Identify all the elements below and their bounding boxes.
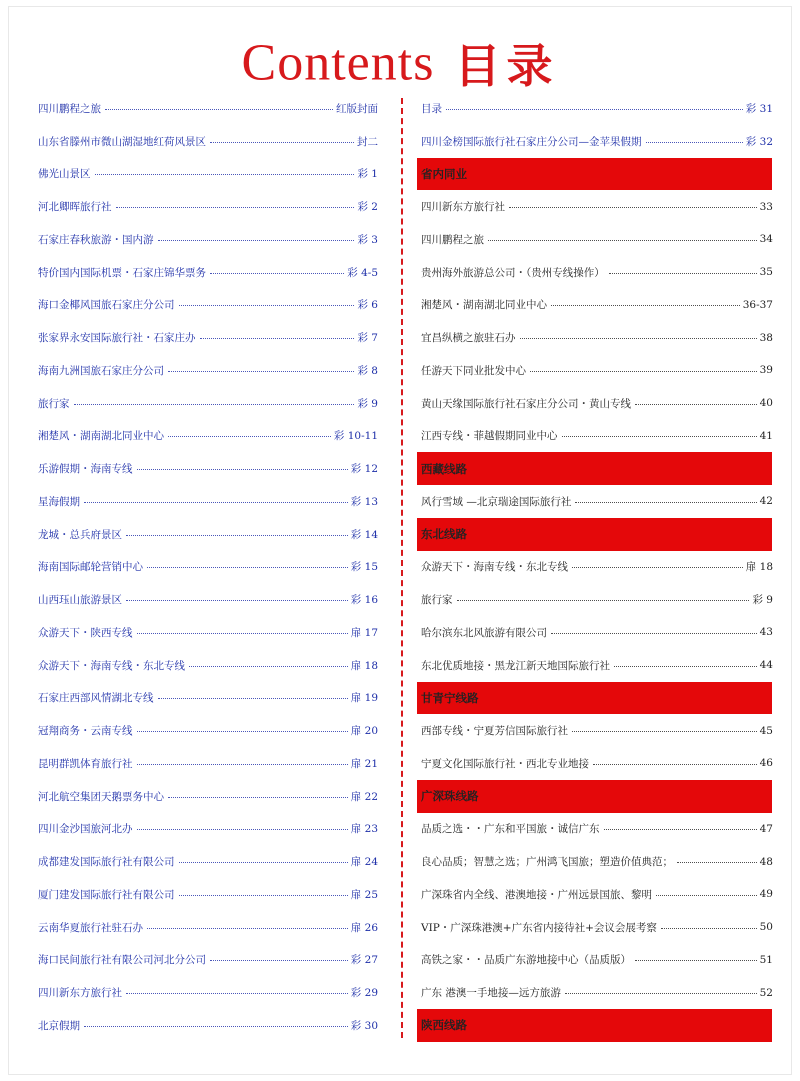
- entry-title: 冠翔商务・云南专线: [38, 725, 133, 738]
- dot-leader: [168, 797, 348, 798]
- toc-entry[interactable]: [38, 485, 378, 518]
- dot-leader: [189, 666, 348, 667]
- entry-title: 哈尔滨东北风旅游有限公司: [421, 626, 547, 639]
- entry-page: 彩 6: [357, 299, 378, 312]
- entry-page: 彩 1: [357, 168, 378, 181]
- entry-title: 任游天下同业批发中心: [421, 364, 526, 377]
- dot-leader: [179, 895, 348, 896]
- entry-title: 四川新东方旅行社: [38, 987, 122, 1000]
- dot-leader: [572, 567, 743, 568]
- toc-entry[interactable]: [421, 911, 773, 944]
- toc-entry[interactable]: [421, 485, 773, 518]
- toc-entry[interactable]: [38, 289, 378, 322]
- toc-entry[interactable]: [38, 158, 378, 191]
- dot-leader: [565, 993, 757, 994]
- entry-page: 彩 29: [350, 987, 378, 1000]
- dot-leader: [168, 436, 331, 437]
- entry-page: 封二: [357, 135, 378, 148]
- entry-title: VIP・广深珠港澳+广东省内接待社+会议会展考察: [421, 921, 657, 934]
- entry-title: 贵州海外旅游总公司・（贵州专线操作）: [421, 266, 605, 279]
- toc-entry[interactable]: [421, 125, 773, 158]
- entry-page: 51: [759, 953, 773, 966]
- entry-page: 扉 21: [350, 757, 378, 770]
- entry-page: 扉 20: [350, 725, 378, 738]
- entry-title: 星海假期: [38, 495, 80, 508]
- entry-page: 彩 16: [350, 594, 378, 607]
- entry-page: 彩 32: [745, 135, 773, 148]
- entry-title: 北京假期: [38, 1019, 80, 1032]
- dot-leader: [562, 436, 757, 437]
- dot-leader: [210, 960, 348, 961]
- toc-entry[interactable]: [38, 878, 378, 911]
- entry-page: 彩 3: [357, 233, 378, 246]
- dot-leader: [158, 240, 355, 241]
- toc-entry[interactable]: [38, 354, 378, 387]
- dot-leader: [126, 535, 348, 536]
- toc-entry[interactable]: [38, 976, 378, 1009]
- entry-page: 33: [759, 200, 773, 213]
- dot-leader: [95, 174, 355, 175]
- entry-title: 众游天下・海南专线・东北专线: [421, 561, 568, 574]
- dot-leader: [488, 240, 757, 241]
- toc-entry[interactable]: [38, 420, 378, 453]
- entry-title: 旅行家: [38, 397, 70, 410]
- entry-page: 彩 9: [357, 397, 378, 410]
- dot-leader: [551, 305, 740, 306]
- entry-page: 46: [759, 757, 773, 770]
- entry-title: 海口金椰风国旅石家庄分公司: [38, 299, 175, 312]
- dot-leader: [179, 305, 355, 306]
- toc-entry[interactable]: [421, 551, 773, 584]
- toc-entry[interactable]: [38, 125, 378, 158]
- entry-title: 良心品质；智慧之选；广州鸿飞国旅；塑造价值典范；: [421, 856, 673, 869]
- toc-entry[interactable]: [421, 747, 773, 780]
- toc-entry[interactable]: [421, 649, 773, 682]
- toc-entry[interactable]: [38, 1009, 378, 1042]
- dot-leader: [635, 404, 757, 405]
- toc-entry[interactable]: [38, 649, 378, 682]
- entry-title: 西部专线・宁夏芳信国际旅行社: [421, 725, 568, 738]
- entry-page: 彩 12: [350, 463, 378, 476]
- entry-title: 四川鹏程之旅: [38, 102, 101, 115]
- toc-entry[interactable]: [421, 321, 773, 354]
- entry-title: 佛光山景区: [38, 168, 91, 181]
- entry-title: 品质之选・・广东和平国旅・诚信广东: [421, 823, 600, 836]
- entry-title: 张家界永安国际旅行社・石家庄办: [38, 332, 196, 345]
- dot-leader: [646, 142, 743, 143]
- dot-leader: [604, 829, 757, 830]
- toc-entry[interactable]: [38, 92, 378, 125]
- dot-leader: [551, 633, 757, 634]
- toc-entry[interactable]: [38, 223, 378, 256]
- entry-page: 43: [759, 626, 773, 639]
- dot-leader: [137, 731, 348, 732]
- toc-entry[interactable]: [38, 190, 378, 223]
- dot-leader: [137, 469, 348, 470]
- entry-title: 广东 港澳一手地接—远方旅游: [421, 987, 561, 1000]
- entry-title: 海南九洲国旅石家庄分公司: [38, 364, 164, 377]
- toc-entry[interactable]: [421, 845, 773, 878]
- toc-entry[interactable]: [421, 289, 773, 322]
- entry-page: 彩 13: [350, 495, 378, 508]
- entry-title: 众游天下・海南专线・东北专线: [38, 659, 185, 672]
- entry-title: 四川新东方旅行社: [421, 201, 505, 214]
- entry-page: 47: [759, 822, 773, 835]
- entry-title: 宜昌纵横之旅驻石办: [421, 332, 516, 345]
- entry-title: 成都建发国际旅行社有限公司: [38, 856, 175, 869]
- dot-leader: [677, 862, 757, 863]
- entry-page: 42: [759, 495, 773, 508]
- entry-page: 彩 15: [350, 561, 378, 574]
- dot-leader: [520, 338, 757, 339]
- toc-entry[interactable]: [38, 387, 378, 420]
- entry-title: 云南华夏旅行社驻石办: [38, 921, 143, 934]
- toc-entry[interactable]: [38, 682, 378, 715]
- entry-title: 乐游假期・海南专线: [38, 463, 133, 476]
- toc-entry[interactable]: [421, 92, 773, 125]
- entry-title: 海南国际邮轮营销中心: [38, 561, 143, 574]
- section-header: 省内同业: [417, 158, 772, 191]
- dot-leader: [530, 371, 757, 372]
- entry-page: 扉 23: [350, 823, 378, 836]
- entry-title: 山西珏山旅游景区: [38, 594, 122, 607]
- entry-page: 36-37: [742, 298, 773, 311]
- dot-leader: [74, 404, 355, 405]
- entry-title: 昆明群凯体育旅行社: [38, 757, 133, 770]
- toc-entry[interactable]: [421, 387, 773, 420]
- dot-leader: [158, 698, 348, 699]
- entry-title: 湘楚风・湖南湖北同业中心: [421, 299, 547, 312]
- entry-page: 彩 7: [357, 332, 378, 345]
- entry-title: 石家庄西部风情湖北专线: [38, 692, 154, 705]
- dot-leader: [614, 666, 757, 667]
- entry-title: 湘楚风・湖南湖北同业中心: [38, 430, 164, 443]
- dot-leader: [509, 207, 757, 208]
- toc-entry[interactable]: [38, 944, 378, 977]
- entry-title: 宁夏文化国际旅行社・西北专业地接: [421, 757, 589, 770]
- toc-entry[interactable]: [421, 813, 773, 846]
- dot-leader: [609, 273, 757, 274]
- entry-page: 34: [759, 233, 773, 246]
- section-header: 西藏线路: [417, 452, 772, 485]
- entry-page: 50: [759, 921, 773, 934]
- toc-right-column: [421, 92, 773, 1042]
- entry-page: 扉 26: [350, 921, 378, 934]
- entry-title: 山东省滕州市微山湖湿地红荷风景区: [38, 135, 206, 148]
- dot-leader: [137, 633, 348, 634]
- dot-leader: [593, 764, 757, 765]
- title-english: Contents: [241, 34, 435, 92]
- entry-title: 厦门建发国际旅行社有限公司: [38, 888, 175, 901]
- toc-entry[interactable]: [38, 747, 378, 780]
- toc-entry[interactable]: [38, 780, 378, 813]
- entry-title: 广深珠省内全线、港澳地接・广州远景国旅、黎明: [421, 888, 652, 901]
- entry-page: 52: [759, 986, 773, 999]
- entry-page: 彩 2: [357, 201, 378, 214]
- dot-leader: [137, 829, 348, 830]
- section-header: 甘青宁线路: [417, 682, 772, 715]
- entry-page: 扉 18: [745, 561, 773, 574]
- entry-title: 风行雪域 —北京瑞途国际旅行社: [421, 495, 572, 508]
- entry-title: 黄山天缘国际旅行社石家庄分公司・黄山专线: [421, 397, 631, 410]
- toc-entry[interactable]: [421, 616, 773, 649]
- dot-leader: [661, 928, 757, 929]
- dot-leader: [210, 273, 344, 274]
- entry-page: 扉 25: [350, 888, 378, 901]
- column-divider: [401, 98, 403, 1038]
- toc-entry[interactable]: [38, 845, 378, 878]
- dot-leader: [179, 862, 348, 863]
- entry-title: 东北优质地接・黑龙江新天地国际旅行社: [421, 659, 610, 672]
- toc-entry[interactable]: [421, 223, 773, 256]
- toc-entry[interactable]: [38, 518, 378, 551]
- entry-page: 彩 27: [350, 954, 378, 967]
- toc-entry[interactable]: [421, 256, 773, 289]
- entry-page: 红版封面: [336, 102, 378, 115]
- entry-page: 扉 19: [350, 692, 378, 705]
- entry-title: 龙城・总兵府景区: [38, 528, 122, 541]
- toc-entry[interactable]: [38, 452, 378, 485]
- entry-title: 河北卿晖旅行社: [38, 201, 112, 214]
- dot-leader: [147, 928, 348, 929]
- dot-leader: [575, 502, 756, 503]
- toc-entry[interactable]: [421, 420, 773, 453]
- dot-leader: [168, 371, 354, 372]
- entry-page: 彩 10-11: [333, 430, 378, 443]
- entry-page: 35: [759, 266, 773, 279]
- toc-entry[interactable]: [421, 583, 773, 616]
- entry-title: 江西专线・菲越假期同业中心: [421, 430, 558, 443]
- entry-page: 彩 30: [350, 1019, 378, 1032]
- section-header: 东北线路: [417, 518, 772, 551]
- toc-entry[interactable]: [38, 256, 378, 289]
- entry-title: 海口民间旅行社有限公司河北分公司: [38, 954, 206, 967]
- entry-title: 高铁之家・・品质广东游地接中心（品质版）: [421, 954, 631, 967]
- toc-entry[interactable]: [38, 714, 378, 747]
- dot-leader: [137, 764, 348, 765]
- entry-title: 四川金沙国旅河北办: [38, 823, 133, 836]
- entry-title: 众游天下・陕西专线: [38, 626, 133, 639]
- entry-page: 49: [759, 888, 773, 901]
- entry-page: 扉 17: [350, 626, 378, 639]
- dot-leader: [635, 960, 757, 961]
- dot-leader: [116, 207, 355, 208]
- entry-page: 45: [759, 724, 773, 737]
- entry-page: 44: [759, 659, 773, 672]
- entry-page: 扉 24: [350, 856, 378, 869]
- entry-page: 彩 31: [745, 102, 773, 115]
- entry-title: 河北航空集团天鹅票务中心: [38, 790, 164, 803]
- title-chinese: 目录: [454, 39, 559, 93]
- toc-entry[interactable]: [38, 321, 378, 354]
- toc-entry[interactable]: [421, 714, 773, 747]
- toc-entry[interactable]: [421, 878, 773, 911]
- entry-page: 彩 14: [350, 528, 378, 541]
- section-header: 陕西线路: [417, 1009, 772, 1042]
- toc-entry[interactable]: [421, 354, 773, 387]
- page-title: [0, 30, 800, 96]
- dot-leader: [84, 502, 348, 503]
- toc-entry[interactable]: [421, 190, 773, 223]
- entry-page: 39: [759, 364, 773, 377]
- entry-page: 48: [759, 855, 773, 868]
- entry-page: 40: [759, 397, 773, 410]
- entry-title: 四川金榜国际旅行社石家庄分公司—金苹果假期: [421, 135, 642, 148]
- entry-title: 旅行家: [421, 594, 453, 607]
- dot-leader: [572, 731, 757, 732]
- toc-entry[interactable]: [38, 813, 378, 846]
- entry-title: 目录: [421, 102, 442, 115]
- toc-entry[interactable]: [421, 944, 773, 977]
- dot-leader: [147, 567, 348, 568]
- toc-entry[interactable]: [38, 551, 378, 584]
- entry-page: 扉 18: [350, 659, 378, 672]
- toc-left-column: [38, 92, 378, 1042]
- entry-title: 四川鹏程之旅: [421, 233, 484, 246]
- dot-leader: [84, 1026, 348, 1027]
- entry-page: 彩 9: [752, 594, 773, 607]
- entry-title: 特价国内国际机票・石家庄锦华票务: [38, 266, 206, 279]
- toc-entry[interactable]: [421, 976, 773, 1009]
- toc-entry[interactable]: [38, 911, 378, 944]
- toc-entry[interactable]: [38, 616, 378, 649]
- dot-leader: [210, 142, 354, 143]
- dot-leader: [457, 600, 750, 601]
- entry-page: 彩 4-5: [347, 266, 378, 279]
- dot-leader: [200, 338, 355, 339]
- entry-page: 38: [759, 331, 773, 344]
- toc-entry[interactable]: [38, 583, 378, 616]
- dot-leader: [105, 109, 333, 110]
- dot-leader: [446, 109, 743, 110]
- dot-leader: [126, 600, 348, 601]
- dot-leader: [126, 993, 348, 994]
- entry-title: 石家庄春秋旅游・国内游: [38, 233, 154, 246]
- section-header: 广深珠线路: [417, 780, 772, 813]
- entry-page: 彩 8: [357, 364, 378, 377]
- dot-leader: [656, 895, 757, 896]
- entry-page: 扉 22: [350, 790, 378, 803]
- entry-page: 41: [759, 429, 773, 442]
